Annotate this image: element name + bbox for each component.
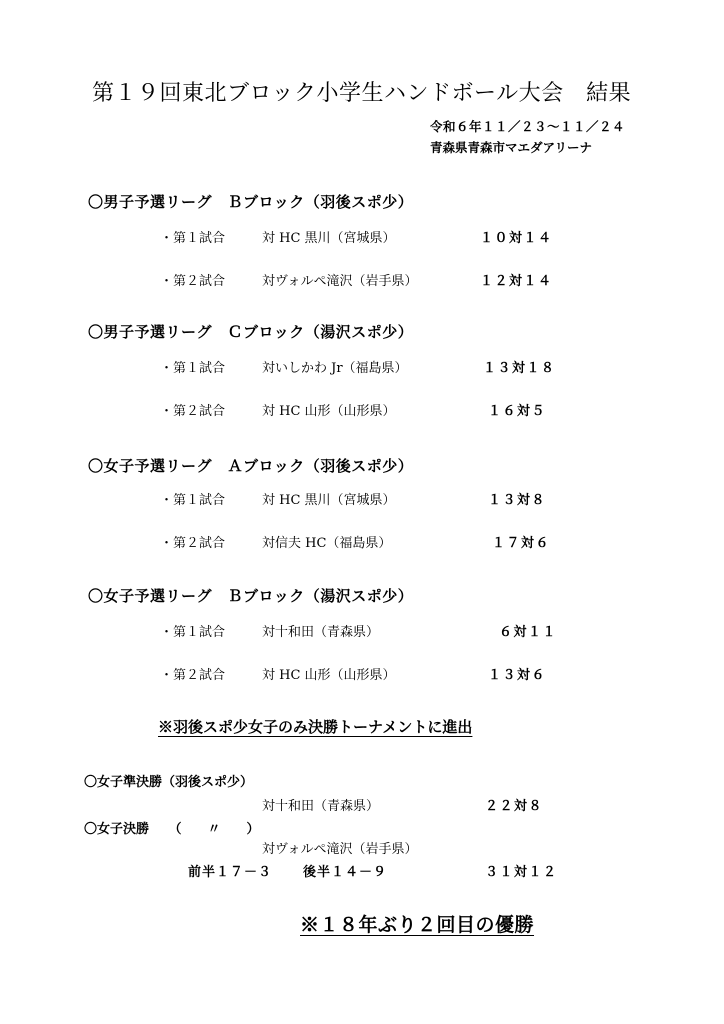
- game-score: １３対８: [488, 493, 547, 508]
- tournament-note: ※羽後スポ少女子のみ決勝トーナメントに進出: [158, 718, 473, 736]
- semifinal-score: ２２対８: [485, 799, 544, 814]
- section-heading-girls-a: 〇女子予選リーグ Ａブロック（羽後スポ少）: [88, 457, 414, 475]
- final-heading: 〇女子決勝 （ 〃 ）: [84, 822, 260, 837]
- game-opponent: 対 HC 山形（山形県）: [262, 404, 396, 419]
- final-second-half: 後半１４－９: [303, 865, 388, 880]
- game-score: ６対１１: [499, 625, 558, 640]
- game-opponent: 対信夫 HC（福島県）: [262, 536, 392, 551]
- game-label: ・第２試合: [160, 274, 226, 289]
- final-first-half: 前半１７－３: [188, 865, 273, 880]
- game-opponent: 対 HC 黒川（宮城県）: [262, 493, 396, 508]
- game-label: ・第１試合: [160, 493, 226, 508]
- section-heading-boys-c: 〇男子予選リーグ Ｃブロック（湯沢スポ少）: [88, 323, 414, 341]
- section-heading-girls-b: 〇女子予選リーグ Ｂブロック（湯沢スポ少）: [88, 587, 414, 605]
- final-score: ３１対１２: [485, 865, 558, 880]
- semifinal-heading: 〇女子準決勝（羽後スポ少）: [84, 775, 254, 790]
- semifinal-opponent: 対十和田（青森県）: [262, 799, 380, 814]
- tournament-date: 令和６年１１／２３～１１／２４: [430, 119, 626, 134]
- game-label: ・第１試合: [160, 625, 226, 640]
- game-opponent: 対 HC 黒川（宮城県）: [262, 231, 396, 246]
- game-label: ・第２試合: [160, 668, 226, 683]
- game-label: ・第２試合: [160, 536, 226, 551]
- game-score: １３対１８: [483, 361, 556, 376]
- game-score: １２対１４: [480, 274, 553, 289]
- game-score: １６対５: [488, 404, 547, 419]
- game-opponent: 対いしかわ Jr（福島県）: [262, 361, 408, 376]
- game-score: １０対１４: [480, 231, 553, 246]
- victory-note: ※１８年ぶり２回目の優勝: [300, 914, 535, 936]
- game-opponent: 対ヴォルペ滝沢（岩手県）: [262, 274, 418, 289]
- final-opponent: 対ヴォルペ滝沢（岩手県）: [262, 842, 418, 857]
- game-opponent: 対 HC 山形（山形県）: [262, 668, 396, 683]
- game-label: ・第２試合: [160, 404, 226, 419]
- game-label: ・第１試合: [160, 231, 226, 246]
- game-label: ・第１試合: [160, 361, 226, 376]
- game-score: １７対６: [492, 536, 551, 551]
- tournament-venue: 青森県青森市マエダアリーナ: [430, 140, 593, 155]
- game-score: １３対６: [488, 668, 547, 683]
- section-heading-boys-b: 〇男子予選リーグ Ｂブロック（羽後スポ少）: [88, 193, 414, 211]
- game-opponent: 対十和田（青森県）: [262, 625, 380, 640]
- document-title: 第１９回東北ブロック小学生ハンドボール大会 結果: [92, 81, 632, 106]
